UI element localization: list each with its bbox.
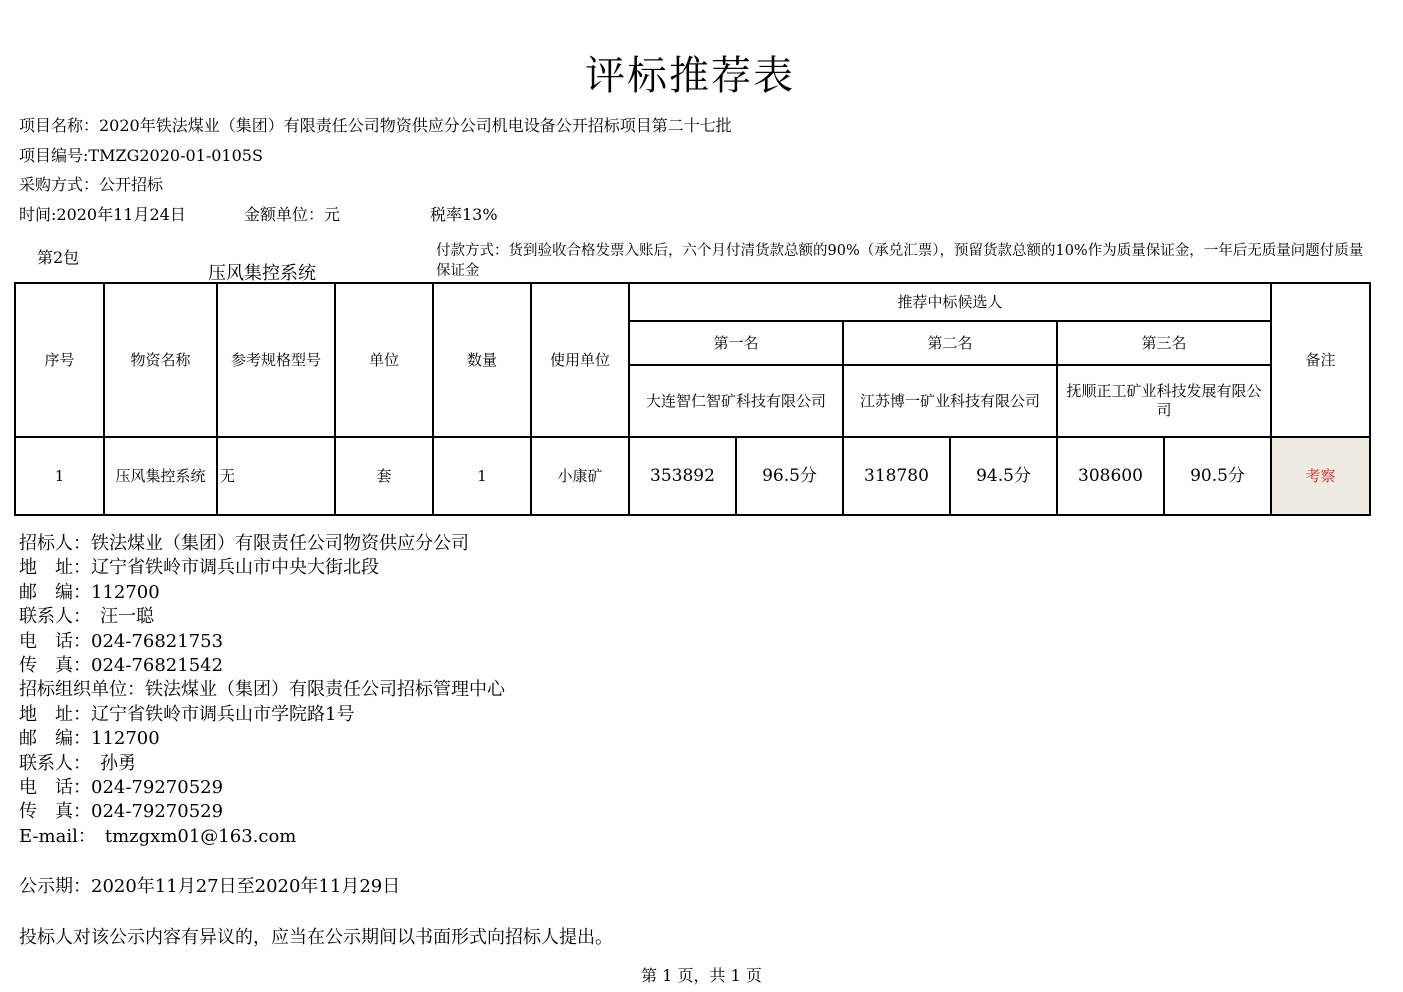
rank-2: 第二名	[843, 321, 1057, 365]
row-material: 压风集控系统	[104, 437, 217, 515]
header-qty: 数量	[433, 283, 531, 437]
bid-price-1: 353892	[629, 437, 736, 515]
project-name: 项目名称：2020年铁法煤业（集团）有限责任公司物资供应分公司机电设备公开招标项目第二十七批	[19, 116, 732, 135]
bid-score-1: 96.5分	[736, 437, 843, 515]
tenderer-address: 地 址：辽宁省铁岭市调兵山市中央大街北段	[19, 557, 379, 578]
remark-cell: 考察	[1271, 437, 1370, 515]
page-title: 评标推荐表	[585, 53, 795, 99]
tenderer-fax: 传 真：024-76821542	[19, 655, 224, 676]
agency-phone: 电 话：024-79270529	[19, 777, 224, 798]
rank-3: 第三名	[1057, 321, 1271, 365]
tenderer-postcode: 邮 编：112700	[19, 582, 160, 603]
header-recommend: 推荐中标候选人	[629, 283, 1271, 321]
row-user: 小康矿	[531, 437, 629, 515]
recommendation-table	[14, 282, 1371, 516]
package-name: 压风集控系统	[208, 263, 316, 284]
row-qty: 1	[433, 437, 531, 515]
tenderer-contact: 联系人： 汪一聪	[19, 606, 154, 627]
row-spec: 无	[217, 437, 335, 515]
publish-time: 时间:2020年11月24日	[19, 205, 186, 224]
tenderer-phone: 电 话：024-76821753	[19, 631, 224, 652]
objection-note: 投标人对该公示内容有异议的，应当在公示期间以书面形式向招标人提出。	[19, 927, 613, 948]
page-footer: 第 1 页，共 1 页	[641, 966, 762, 985]
table-row	[15, 437, 1370, 515]
header-material: 物资名称	[104, 283, 217, 437]
bid-price-3: 308600	[1057, 437, 1164, 515]
agency-address: 地 址：辽宁省铁岭市调兵山市学院路1号	[19, 704, 355, 725]
rank-1: 第一名	[629, 321, 843, 365]
header-unit: 单位	[335, 283, 433, 437]
package-label: 第2包	[37, 248, 80, 267]
procurement-method: 采购方式：公开招标	[19, 175, 164, 194]
tenderer: 招标人：铁法煤业（集团）有限责任公司物资供应分公司	[19, 533, 469, 554]
header-spec: 参考规格型号	[217, 283, 335, 437]
currency-unit: 金额单位：元	[244, 205, 341, 224]
agency-fax: 传 真：024-79270529	[19, 801, 224, 822]
candidate-1: 大连智仁智矿科技有限公司	[629, 365, 843, 437]
agency-contact: 联系人： 孙勇	[19, 753, 136, 774]
bid-score-2: 94.5分	[950, 437, 1057, 515]
payment-terms: 付款方式：货到验收合格发票入账后，六个月付清货款总额的90%（承兑汇票），预留货款总额的10%作为质量保证金，一年后无质量问题付质量保证金	[436, 243, 1364, 279]
bid-price-2: 318780	[843, 437, 950, 515]
header-remark: 备注	[1271, 283, 1370, 437]
candidate-2: 江苏博一矿业科技有限公司	[843, 365, 1057, 437]
tax-rate: 税率13%	[430, 205, 498, 224]
header-user: 使用单位	[531, 283, 629, 437]
row-seq: 1	[15, 437, 104, 515]
header-seq: 序号	[15, 283, 104, 437]
candidate-3: 抚顺正工矿业科技发展有限公司	[1057, 365, 1271, 437]
agency: 招标组织单位：铁法煤业（集团）有限责任公司招标管理中心	[19, 679, 505, 700]
row-unit: 套	[335, 437, 433, 515]
agency-email: E-mail： tmzgxm01@163.com	[19, 826, 297, 847]
project-code: 项目编号:TMZG2020-01-0105S	[19, 146, 263, 165]
bid-score-3: 90.5分	[1164, 437, 1271, 515]
notice-period: 公示期：2020年11月27日至2020年11月29日	[19, 876, 401, 897]
agency-postcode: 邮 编：112700	[19, 728, 160, 749]
